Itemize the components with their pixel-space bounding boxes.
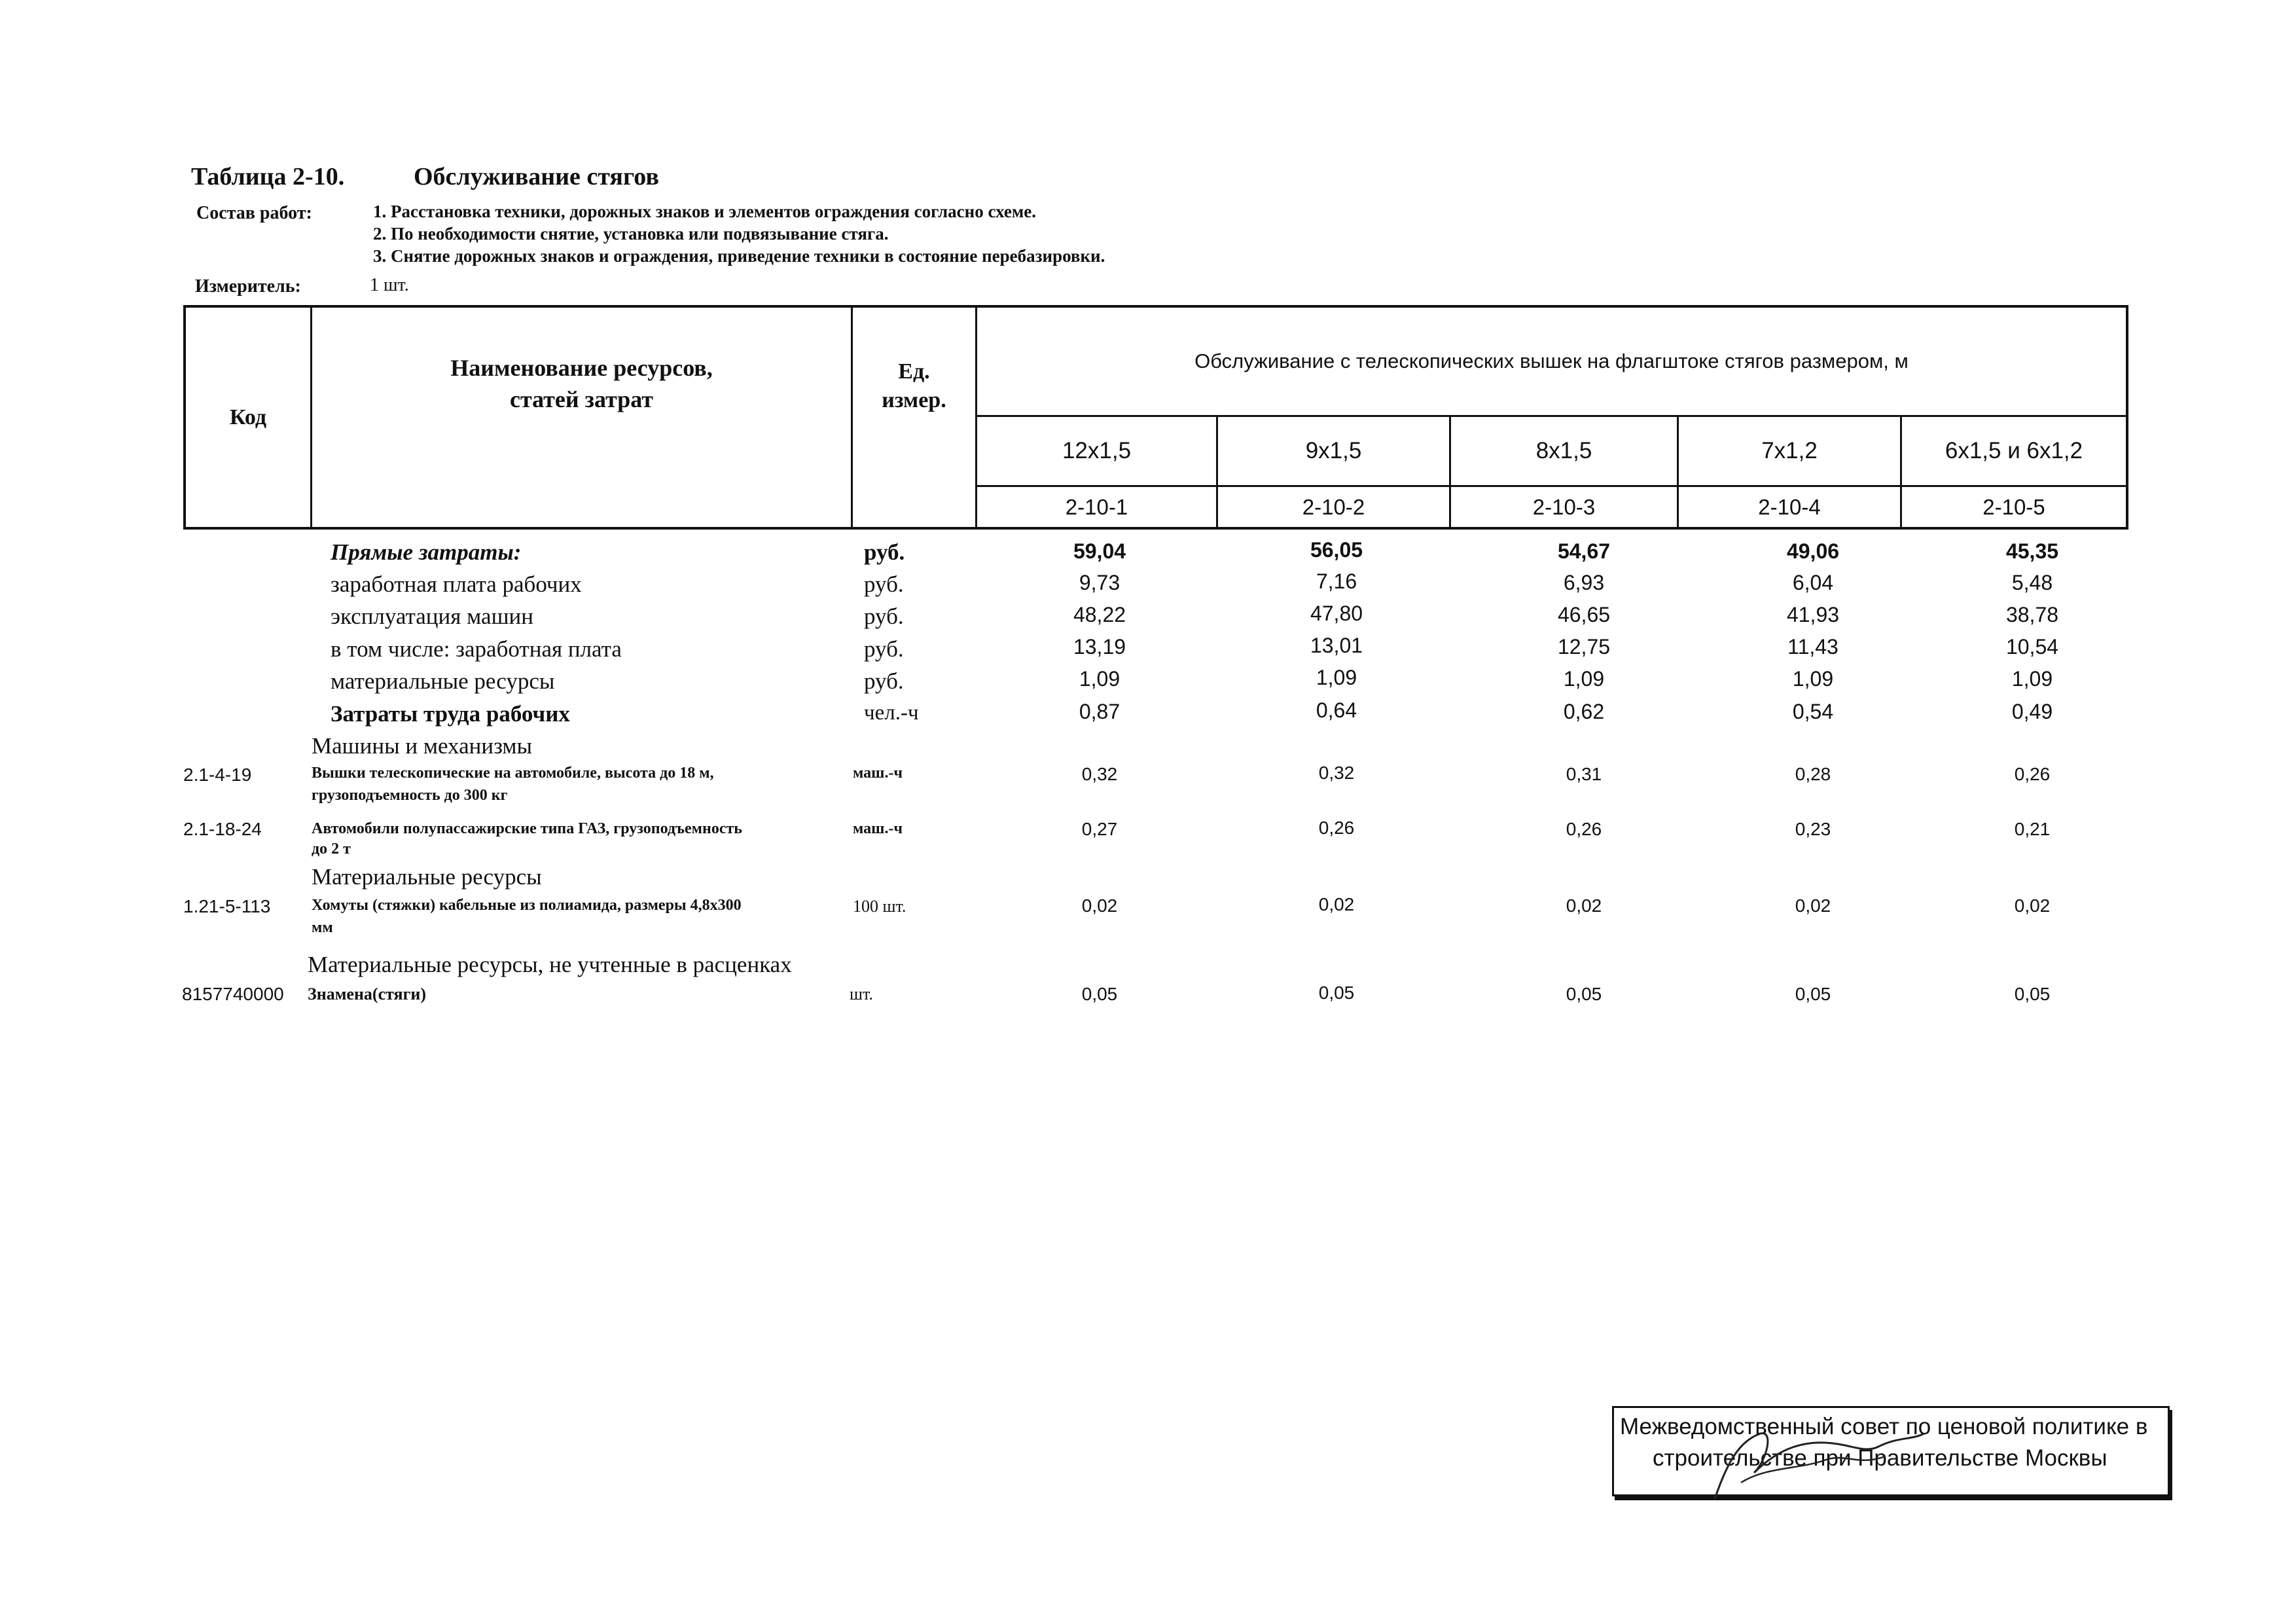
value-cell: 59,04 — [1073, 539, 1126, 563]
value-cell: 0,32 — [1318, 763, 1355, 783]
row-labor-name: Затраты труда рабочих — [331, 701, 570, 727]
row-name-line1: Хомуты (стяжки) кабельные из полиамида, размеры 4,8х300 — [312, 897, 742, 914]
row-unit: маш.-ч — [853, 820, 903, 837]
meter-label: Измеритель: — [195, 276, 301, 297]
row-unit: шт. — [850, 984, 873, 1003]
value-cell: 1,09 — [1563, 667, 1605, 691]
table-bottom-border — [183, 527, 2128, 530]
section-unaccounted-materials: Материальные ресурсы, не учтенные в расценках — [308, 952, 792, 977]
row-code: 8157740000 — [182, 984, 284, 1004]
row-including-wages-name: в том числе: заработная плата — [331, 636, 622, 662]
row-unit: маш.-ч — [853, 765, 903, 782]
size-col-5: 6х1,5 и 6х1,2 — [1945, 438, 2083, 463]
section-machines: Машины и механизмы — [312, 733, 533, 759]
value-cell: 0,05 — [1081, 984, 1118, 1004]
size-col-2: 9х1,5 — [1305, 438, 1362, 463]
value-cell: 0,49 — [2011, 700, 2053, 723]
row-machines-name: эксплуатация машин — [331, 604, 533, 629]
section-materials: Материальные ресурсы — [312, 864, 542, 890]
stamp-line1: Межведомственный совет по ценовой политике в — [1620, 1414, 2148, 1439]
row-code: 2.1-4-19 — [183, 765, 252, 785]
code-col-4: 2-10-4 — [1758, 494, 1821, 519]
size-col-4: 7х1,2 — [1761, 438, 1818, 463]
value-cell: 0,21 — [2014, 819, 2051, 839]
row-code: 2.1-18-24 — [183, 819, 262, 839]
value-cell: 0,02 — [2014, 895, 2051, 916]
stamp-line2: строительстве при Правительстве Москвы — [1653, 1445, 2108, 1471]
value-cell: 0,02 — [1081, 895, 1118, 916]
value-cell: 0,02 — [1566, 895, 1602, 916]
row-materials-name: материальные ресурсы — [331, 668, 555, 694]
table-title: Обслуживание стягов — [414, 163, 659, 190]
value-cell: 6,93 — [1563, 571, 1605, 594]
row-direct-costs-name: Прямые затраты: — [331, 539, 522, 565]
work-item-2: 2. По необходимости снятие, установка или подвязывание стяга. — [373, 224, 889, 244]
value-cell: 13,01 — [1310, 634, 1363, 657]
row-including-wages-unit: руб. — [864, 636, 904, 662]
header-unit-line2: измер. — [882, 388, 946, 412]
value-cell: 0,54 — [1792, 700, 1834, 723]
header-service-title: Обслуживание с телескопических вышек на флагштоке стягов размером, м — [1194, 350, 1909, 372]
value-cell: 0,05 — [1795, 984, 1831, 1004]
code-col-1: 2-10-1 — [1065, 494, 1128, 519]
value-cell: 0,05 — [1318, 983, 1355, 1003]
code-col-2: 2-10-2 — [1302, 494, 1365, 519]
value-cell: 6,04 — [1792, 571, 1834, 594]
value-cell: 49,06 — [1786, 539, 1840, 563]
value-cell: 0,87 — [1079, 700, 1121, 723]
value-cell: 1,09 — [2011, 667, 2053, 691]
header-name-line2: статей затрат — [509, 386, 653, 412]
value-cell: 13,19 — [1073, 635, 1126, 659]
signature-icon — [1702, 1420, 1950, 1506]
row-direct-costs-unit: руб. — [864, 539, 905, 565]
value-cell: 0,02 — [1795, 895, 1831, 916]
value-cell: 1,09 — [1792, 667, 1834, 691]
value-cell: 0,05 — [2014, 984, 2051, 1004]
code-col-3: 2-10-3 — [1532, 494, 1596, 519]
col-sep-name — [851, 305, 853, 530]
value-cell: 38,78 — [2005, 603, 2059, 626]
row-name-line2: мм — [312, 919, 333, 936]
value-cell: 1,09 — [1079, 667, 1121, 691]
meter-value: 1 шт. — [370, 275, 409, 295]
row-materials-unit: руб. — [864, 668, 904, 694]
value-cell: 41,93 — [1786, 603, 1840, 626]
value-cell: 0,31 — [1566, 764, 1602, 784]
row-unit: 100 шт. — [853, 897, 906, 916]
value-cell: 0,26 — [2014, 764, 2051, 784]
row-name: Знамена(стяги) — [308, 984, 427, 1003]
value-cell: 10,54 — [2005, 635, 2059, 659]
value-cell: 48,22 — [1073, 603, 1126, 626]
value-cell: 0,27 — [1081, 819, 1118, 839]
code-col-5: 2-10-5 — [1982, 494, 2045, 519]
row-name-line1: Автомобили полупассажирские типа ГАЗ, грузоподъемность — [312, 820, 742, 837]
value-cell: 0,62 — [1563, 700, 1605, 723]
row-wages-unit: руб. — [864, 571, 904, 597]
composition-label: Состав работ: — [196, 203, 312, 223]
header-name-line1: Наименование ресурсов, — [450, 355, 713, 381]
value-cell: 5,48 — [2011, 571, 2053, 594]
value-cell: 0,26 — [1566, 819, 1602, 839]
value-cell: 45,35 — [2005, 539, 2059, 563]
value-cell: 0,64 — [1316, 698, 1357, 722]
work-item-3: 3. Снятие дорожных знаков и ограждения, приведение техники в состояние перебазировки. — [373, 246, 1105, 266]
row-labor-unit: чел.-ч — [864, 701, 919, 725]
row-machines-unit: руб. — [864, 604, 904, 629]
value-cell: 9,73 — [1079, 571, 1121, 594]
value-cell: 0,02 — [1318, 894, 1355, 914]
value-cell: 1,09 — [1316, 666, 1357, 689]
header-unit-line1: Ед. — [898, 359, 930, 384]
value-cell: 47,80 — [1310, 602, 1363, 625]
row-name-line2: до 2 т — [312, 840, 351, 857]
table-number: Таблица 2-10. — [191, 163, 345, 190]
header-code: Код — [229, 405, 267, 429]
table-right-border — [2126, 305, 2128, 530]
value-cell: 54,67 — [1557, 539, 1611, 563]
value-cell: 0,26 — [1318, 818, 1355, 838]
value-cell: 46,65 — [1557, 603, 1611, 626]
value-cell: 0,28 — [1795, 764, 1831, 784]
value-cell: 0,23 — [1795, 819, 1831, 839]
work-item-1: 1. Расстановка техники, дорожных знаков и элементов ограждения согласно схеме. — [373, 202, 1037, 221]
value-cell: 7,16 — [1316, 569, 1357, 593]
value-cell: 0,32 — [1081, 764, 1118, 784]
row-code: 1.21-5-113 — [183, 896, 271, 916]
row-name-line1: Вышки телескопические на автомобиле, высота до 18 м, — [312, 765, 714, 782]
col-sep-code — [310, 305, 312, 530]
value-cell: 56,05 — [1310, 538, 1363, 562]
row-wages-name: заработная плата рабочих — [331, 571, 582, 597]
value-cell: 0,05 — [1566, 984, 1602, 1004]
size-col-3: 8х1,5 — [1535, 438, 1592, 463]
size-col-1: 12х1,5 — [1062, 438, 1132, 463]
row-name-line2: грузоподъемность до 300 кг — [312, 787, 508, 804]
value-cell: 12,75 — [1557, 635, 1611, 659]
value-cell: 11,43 — [1787, 635, 1839, 659]
